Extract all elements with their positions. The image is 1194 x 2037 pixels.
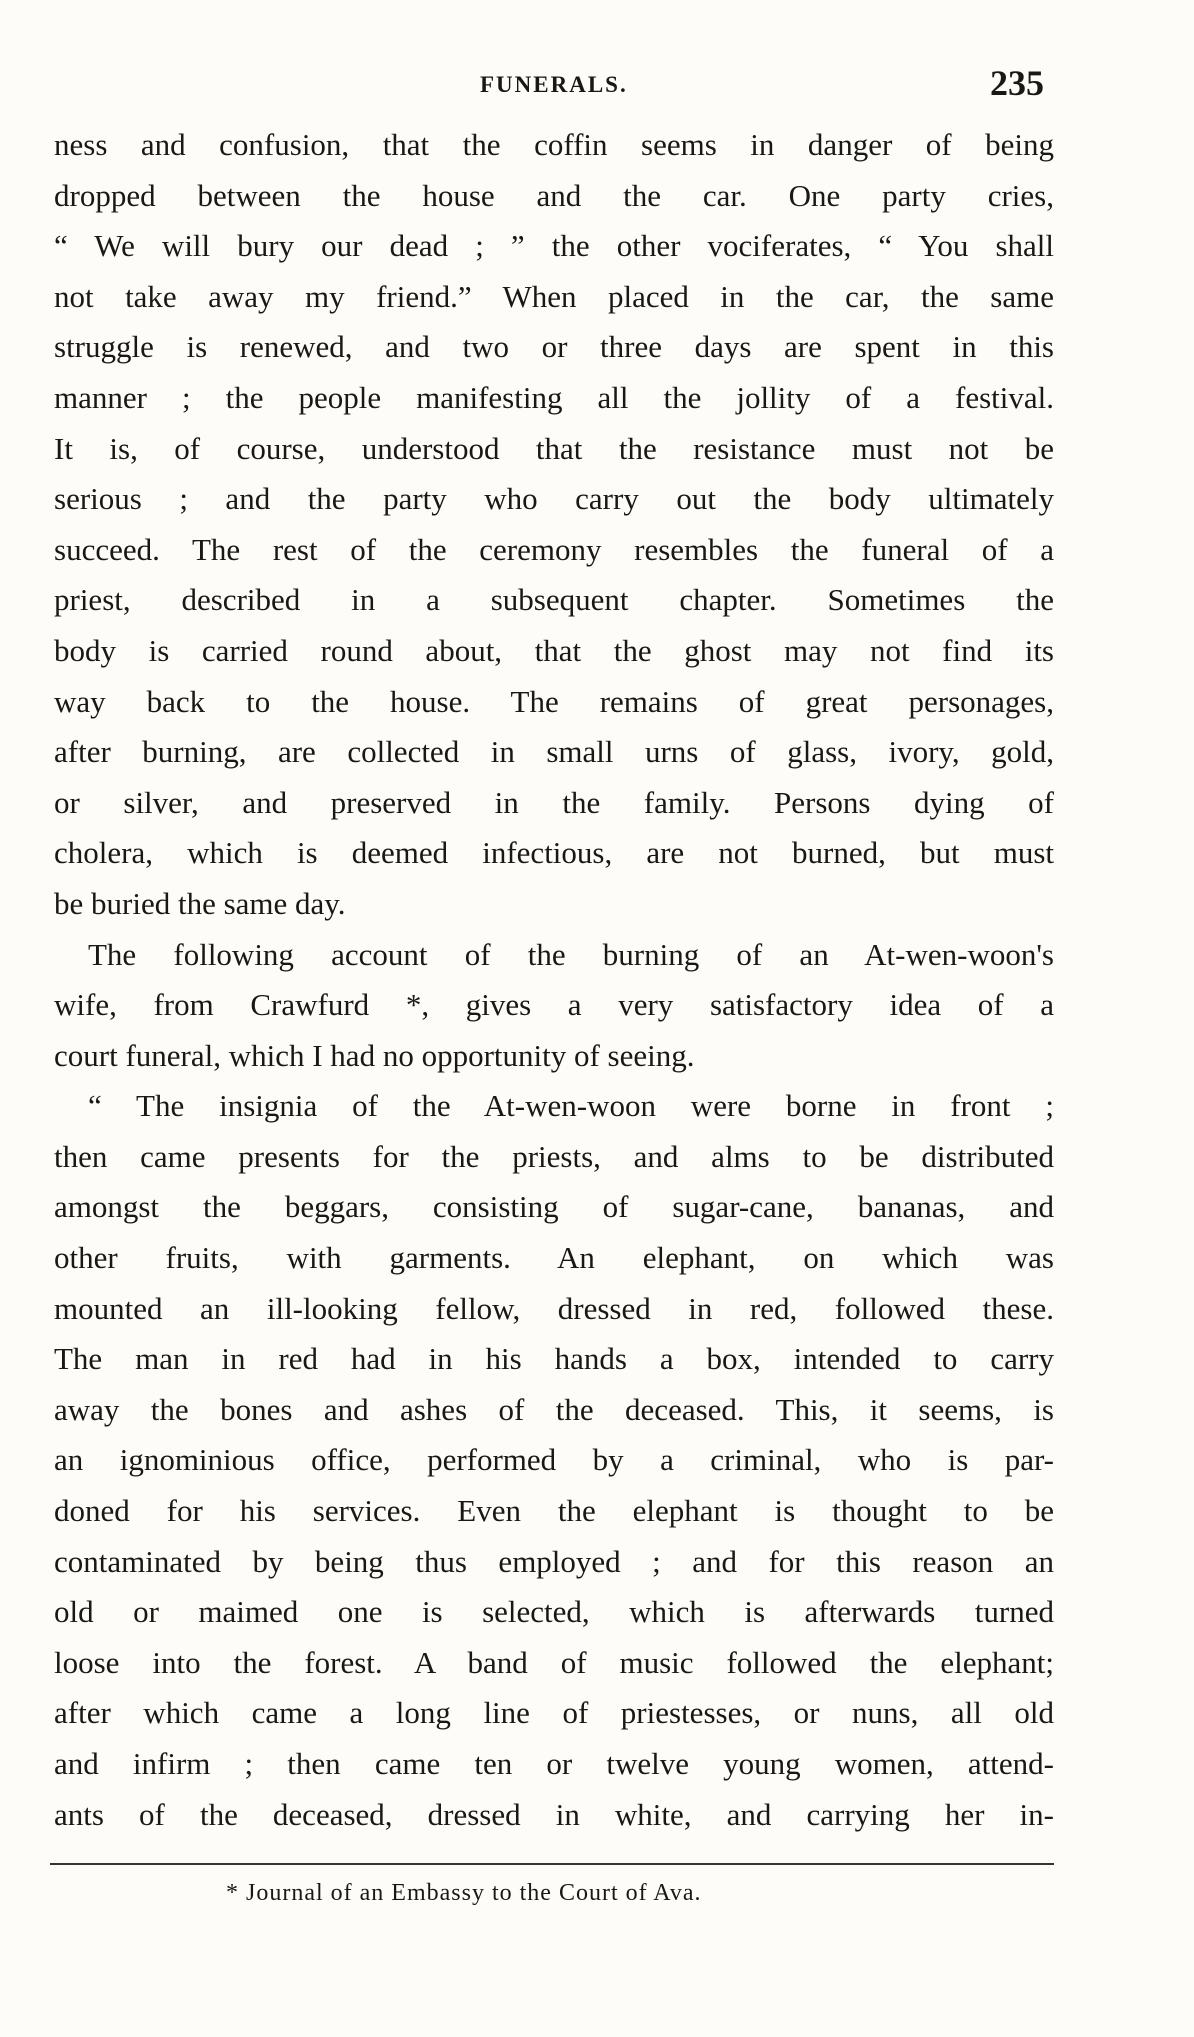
text-line: court funeral, which I had no opportunity of seeing. [54,1037,695,1073]
text-line: The man in red had in his hands a box, intended to carry [54,1341,1054,1377]
text-line: struggle is renewed, and two or three days are spent in this [54,329,1054,365]
text-line: succeed. The rest of the ceremony resembles the funeral of a [54,531,1054,567]
footnote: * Journal of an Embassy to the Court of Ava. [226,1880,702,1906]
text-line: doned for his services. Even the elephant is thought to be [54,1493,1054,1529]
text-line: after burning, are collected in small urns of glass, ivory, gold, [54,734,1054,770]
text-line: old or maimed one is selected, which is afterwards turned [54,1594,1054,1630]
text-line: It is, of course, understood that the resistance must not be [54,430,1054,466]
text-line: mounted an ill-looking fellow, dressed in red, followed these. [54,1290,1054,1326]
text-line: body is carried round about, that the ghost may not find its [54,632,1054,668]
text-line: manner ; the people manifesting all the jollity of a festival. [54,379,1054,415]
text-line: contaminated by being thus employed ; and for this reason an [54,1543,1054,1579]
running-head [0,62,1194,106]
text-line: way back to the house. The remains of great personages, [54,683,1054,719]
text-line: an ignominious office, performed by a criminal, who is par- [54,1442,1054,1478]
body-text [54,120,1054,1840]
running-title: FUNERALS. [480,72,628,97]
text-line: “ We will bury our dead ; ” the other vociferates, “ You shall [54,228,1054,264]
text-line: The following account of the burning of an At-wen-woon's [88,936,1054,972]
text-line: amongst the beggars, consisting of sugar-cane, bananas, and [54,1189,1054,1225]
text-line: or silver, and preserved in the family. Persons dying of [54,784,1054,820]
page-number: 235 [990,63,1044,103]
text-line: ness and confusion, that the coffin seems in danger of being [54,127,1054,162]
text-line: wife, from Crawfurd *, gives a very satisfactory idea of a [54,987,1054,1023]
text-line: serious ; and the party who carry out the body ultimately [54,481,1054,517]
text-line: dropped between the house and the car. One party cries, [54,177,1054,213]
text-line: loose into the forest. A band of music followed the elephant; [54,1644,1054,1680]
footnote-divider [50,1863,1054,1865]
text-line: priest, described in a subsequent chapter. Sometimes the [54,582,1054,618]
text-line: cholera, which is deemed infectious, are not burned, but must [54,835,1054,871]
text-line: and infirm ; then came ten or twelve young women, attend- [54,1746,1054,1781]
text-line: “ The insignia of the At-wen-woon were borne in front ; [88,1088,1054,1124]
text-line: ants of the deceased, dressed in white, and carrying her in- [54,1796,1054,1832]
text-line: after which came a long line of priestesses, or nuns, all old [54,1695,1054,1731]
text-line: not take away my friend.” When placed in the car, the same [54,278,1054,314]
text-line: then came presents for the priests, and alms to be distributed [54,1138,1054,1174]
text-line: other fruits, with garments. An elephant, on which was [54,1240,1054,1276]
text-line: be buried the same day. [54,885,346,921]
text-line: away the bones and ashes of the deceased. This, it seems, is [54,1391,1054,1427]
